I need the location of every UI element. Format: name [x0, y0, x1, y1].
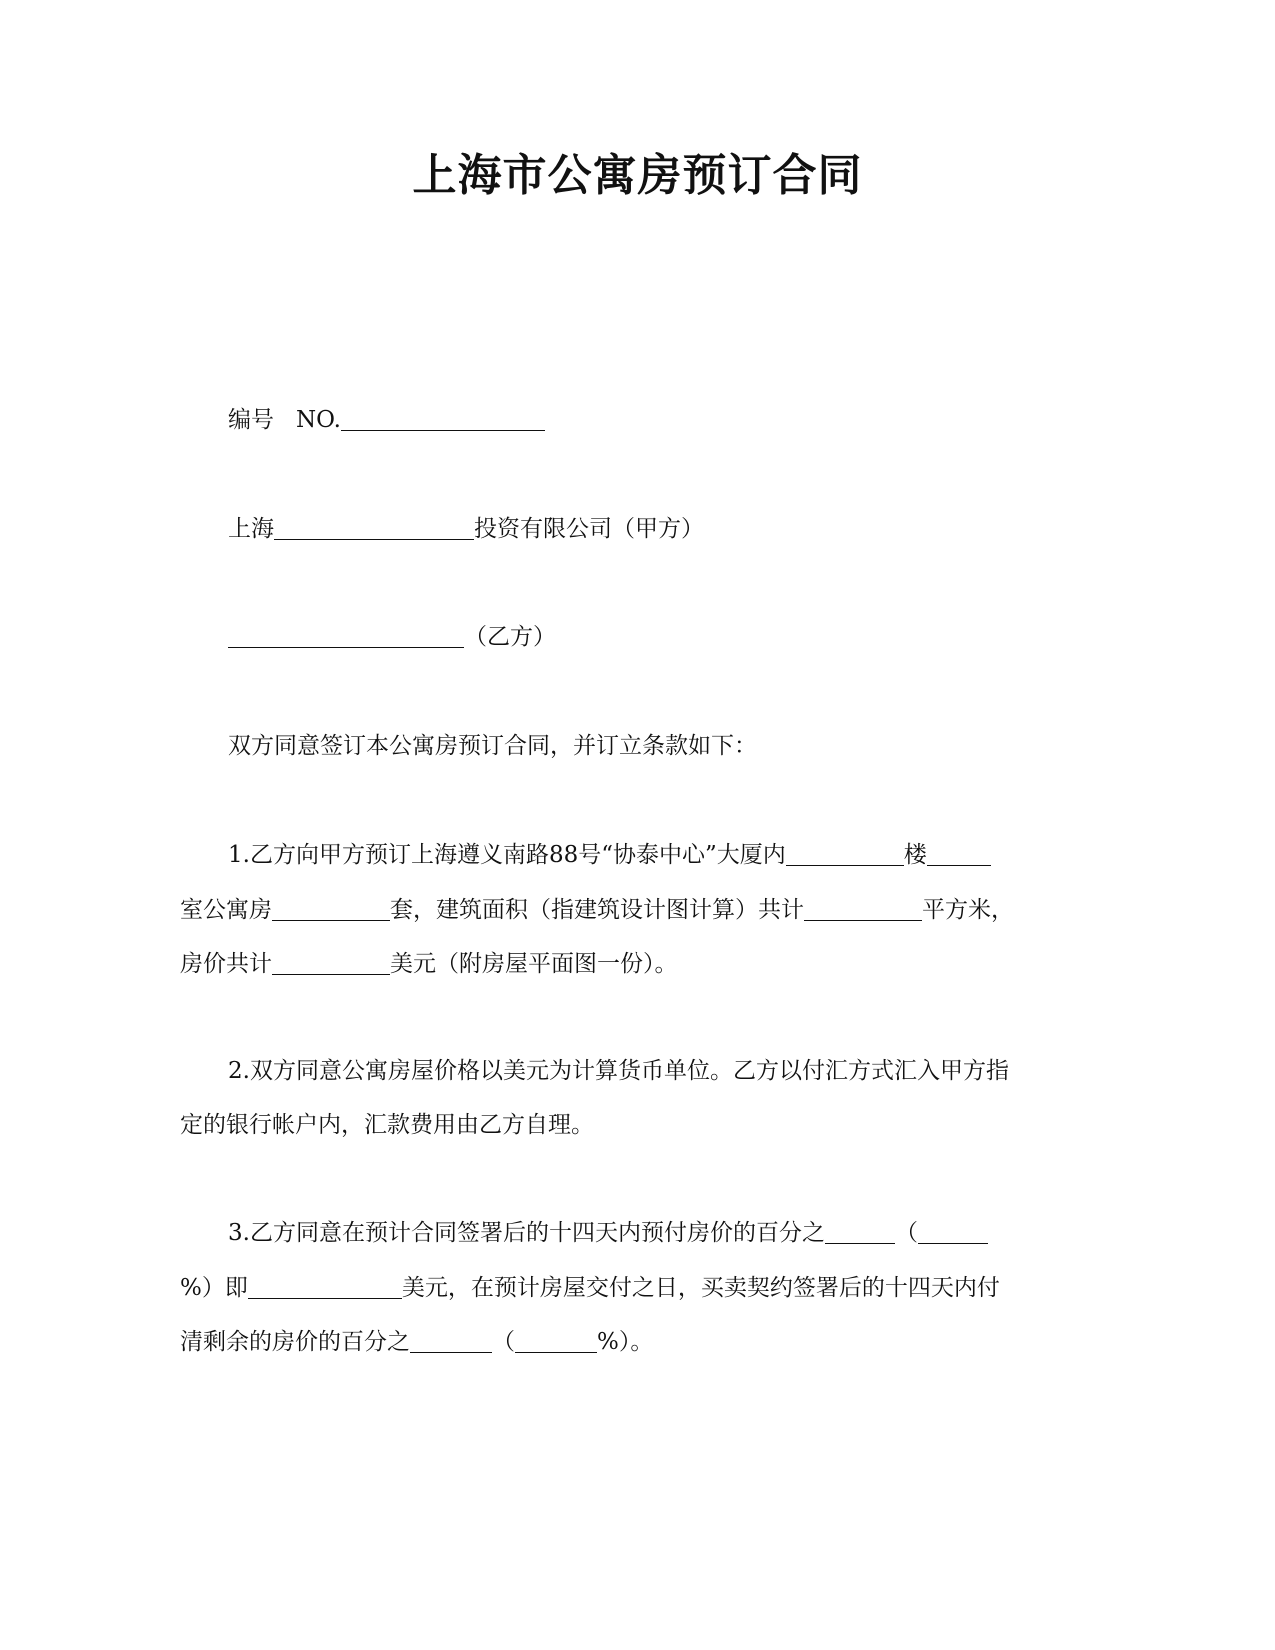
clause1-text-a: 1.乙方向甲方预订上海遵义南路88号“协泰中心”大厦内 [228, 842, 786, 868]
remaining-percent-blank [410, 1328, 492, 1353]
clause1-text-f: 房价共计 [180, 951, 272, 977]
clause2-line2: 定的银行帐户内，汇款费用由乙方自理。 [180, 1112, 594, 1138]
clause1-line3 [180, 949, 678, 979]
party-b-blank [228, 623, 464, 648]
prepay-percent-blank [825, 1219, 895, 1244]
remaining-percent-number-blank [515, 1328, 597, 1353]
clause1-text-e: 平方米， [922, 897, 1014, 923]
unit-count-blank [272, 896, 390, 921]
contract-number-blank [341, 406, 545, 431]
intro-text: 双方同意签订本公寓房预订合同，并订立条款如下： [228, 733, 757, 759]
floor-blank [786, 841, 904, 866]
clause3-line3 [180, 1327, 653, 1357]
clause1-text-d: 套，建筑面积（指建筑设计图计算）共计 [390, 897, 804, 923]
clause3-text-a: 3.乙方同意在预计合同签署后的十四天内预付房价的百分之 [228, 1220, 825, 1246]
party-a-suffix: 投资有限公司（甲方） [474, 516, 704, 542]
party-b-suffix: （乙方） [464, 624, 556, 650]
party-b-line [228, 622, 556, 652]
party-a-blank [274, 515, 474, 540]
clause1-line2 [180, 895, 1014, 925]
clause3-text-c: %）即 [180, 1275, 248, 1301]
clause3-text-d: 美元，在预计房屋交付之日，买卖契约签署后的十四天内付 [401, 1275, 1000, 1301]
clause3-text-b: （ [894, 1220, 918, 1246]
clause1-text-b: 楼 [903, 842, 927, 868]
area-blank [804, 896, 922, 921]
price-blank [272, 950, 390, 975]
contract-number-label: 编号 [228, 407, 274, 433]
party-a-line [228, 514, 704, 544]
clause3-text-e: 清剩余的房价的百分之 [180, 1329, 410, 1355]
clause1-text-g: 美元（附房屋平面图一份）。 [390, 951, 678, 977]
document-title: 上海市公寓房预订合同 [412, 150, 863, 201]
party-a-prefix: 上海 [228, 516, 274, 542]
clause3-text-g: %）。 [597, 1329, 654, 1355]
clause3-line1 [228, 1218, 988, 1248]
room-blank [927, 841, 991, 866]
clause3-line2 [180, 1273, 1000, 1303]
clause2-line1: 2.双方同意公寓房屋价格以美元为计算货币单位。乙方以付汇方式汇入甲方指 [228, 1058, 1009, 1084]
clause3-text-f: （ [492, 1329, 515, 1355]
clause1-text-c: 室公寓房 [180, 897, 272, 923]
prepay-percent-number-blank [918, 1219, 988, 1244]
prepay-amount-blank [248, 1274, 402, 1299]
contract-number-line [228, 405, 545, 435]
clause1-line1 [228, 840, 991, 870]
contract-number-prefix: NO. [296, 407, 341, 433]
